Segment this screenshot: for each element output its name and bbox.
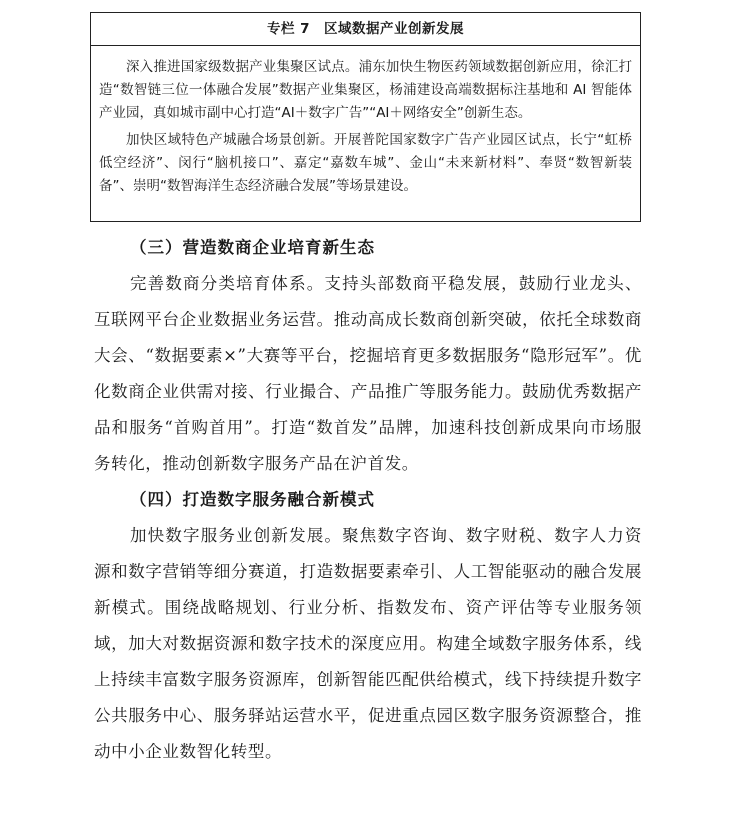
- box-title: [91, 13, 640, 46]
- box-paragraph-1: 深入推进国家级数据产业集聚区试点。浦东加快生物医药领域数据创新应用，徐汇打造“数智链三位一体融合发展”数据产业集聚区，杨浦建设高端数据标注基地和 AI 智能体产业园，真如城市副中心打造“AI＋数字广告”“AI＋网络安全”创新生态。: [99, 59, 632, 121]
- main-content: [94, 230, 642, 770]
- box-label: 专栏 7: [266, 21, 311, 37]
- box-body: [91, 46, 640, 198]
- box-heading: 区域数据产业创新发展: [324, 21, 465, 37]
- section-heading-4: （四）打造数字服务融合新模式: [130, 490, 375, 509]
- section-heading-3: （三）营造数商企业培育新生态: [130, 238, 375, 257]
- sidebar-box: [90, 12, 641, 222]
- section-paragraph-4: 加快数字服务业创新发展。聚焦数字咨询、数字财税、数字人力资源和数字营销等细分赛道，打造数据要素牵引、人工智能驱动的融合发展新模式。围绕战略规划、行业分析、指数发布、资产评估等专业服务领域，加大对数据资源和数字技术的深度应用。构建全域数字服务体系，线上持续丰富数字服务资源库，创新智能匹配供给模式，线下持续提升数字公共服务中心、服务驿站运营水平，促进重点园区数字服务资源整合，推动中小企业数智化转型。: [94, 526, 642, 761]
- section-paragraph-3: 完善数商分类培育体系。支持头部数商平稳发展，鼓励行业龙头、互联网平台企业数据业务运营。推动高成长数商创新突破，依托全球数商大会、“数据要素×”大赛等平台，挖掘培育更多数据服务“隐形冠军”。优化数商企业供需对接、行业撮合、产品推广等服务能力。鼓励优秀数据产品和服务“首购首用”。打造“数首发”品牌，加速科技创新成果向市场服务转化，推动创新数字服务产品在沪首发。: [94, 274, 642, 473]
- box-paragraph-2: 加快区域特色产城融合场景创新。开展普陀国家数字广告产业园区试点，长宁“虹桥低空经济”、闵行“脑机接口”、嘉定“嘉数车城”、金山“未来新材料”、奉贤“数智新装备”、崇明“数智海洋生态经济融合发展”等场景建设。: [99, 132, 632, 194]
